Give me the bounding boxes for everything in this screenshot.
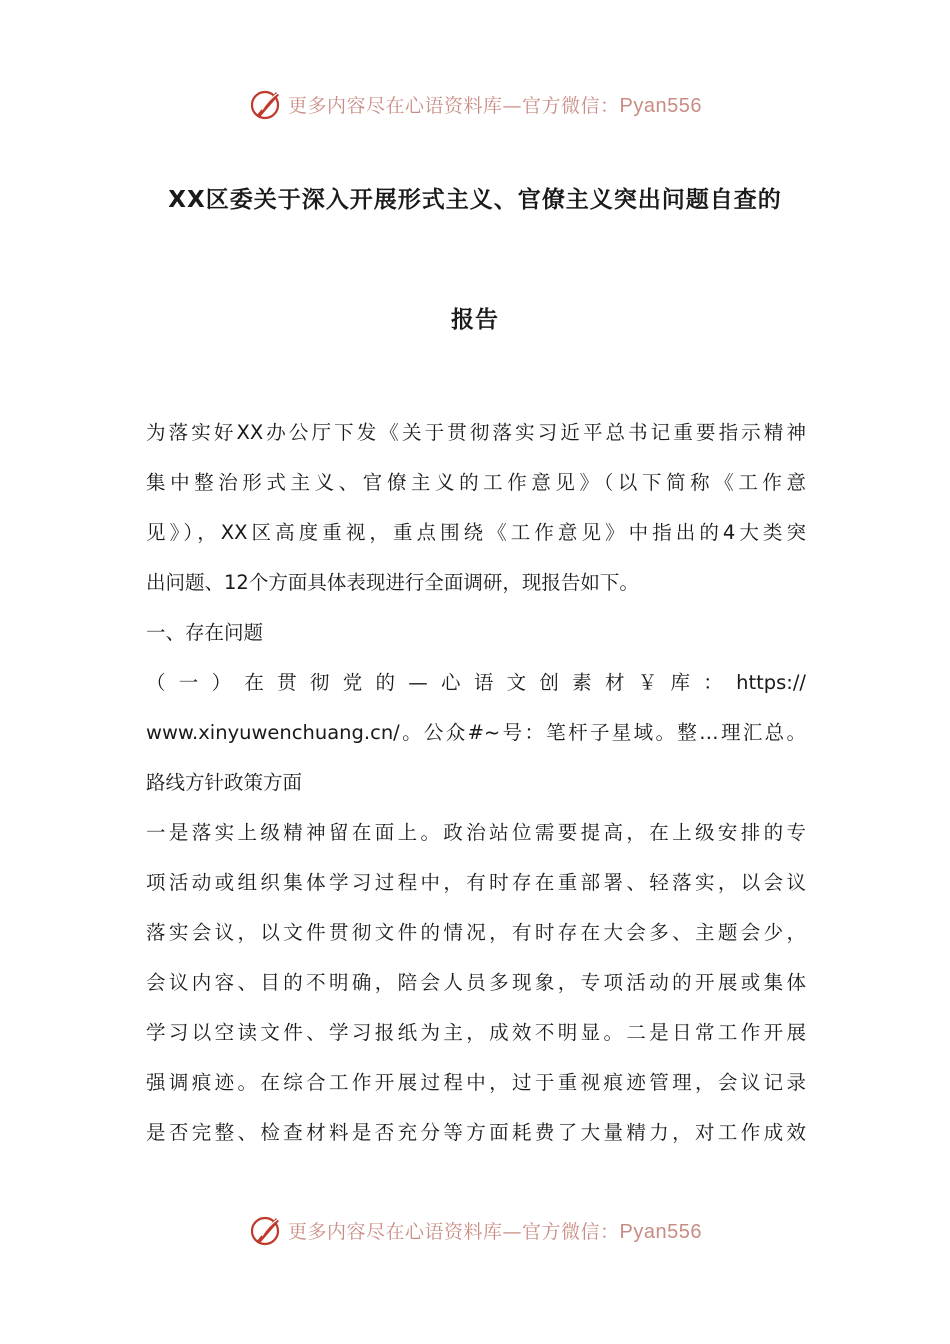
watermark-banner-bottom: [0, 1210, 950, 1250]
body-line: 项活动或组织集体学习过程中，有时存在重部署、轻落实，以会议: [146, 871, 806, 894]
body-line: 学习以空读文件、学习报纸为主，成效不明显。二是日常工作开展: [146, 1021, 806, 1044]
watermark-banner-top: [0, 84, 950, 124]
body-line: 见》），XX区高度重视，重点围绕《工作意见》中指出的4大类突: [146, 521, 806, 544]
body-line: www.xinyuwenchuang.cn/。公众#~号：笔杆子星域。整…理汇总。: [146, 721, 806, 744]
body-line: 落实会议，以文件贯彻文件的情况，有时存在大会多、主题会少，: [146, 921, 806, 944]
body-line: 为落实好XX办公厅下发《关于贯彻落实习近平总书记重要指示精神: [146, 421, 806, 444]
watermark-text: 更多内容尽在心语资料库—官方微信：Pyan556: [288, 1220, 702, 1243]
document-title-line-2: 报告: [451, 307, 499, 333]
body-line: 集中整治形式主义、官僚主义的工作意见》（以下简称《工作意: [146, 471, 806, 494]
quill-logo-icon: [248, 86, 284, 122]
body-line: 是否完整、检查材料是否充分等方面耗费了大量精力，对工作成效: [146, 1121, 806, 1144]
section-heading: 一、存在问题: [146, 621, 264, 644]
body-line: 强调痕迹。在综合工作开展过程中，过于重视痕迹管理，会议记录: [146, 1071, 806, 1094]
document-title-line-1: XX区委关于深入开展形式主义、官僚主义突出问题自查的: [168, 187, 782, 213]
quill-logo-icon: [248, 1212, 284, 1248]
body-line: （一）在贯彻党的—心语文创素材￥库：https://: [146, 671, 806, 694]
body-line: 出问题、12个方面具体表现进行全面调研，现报告如下。: [146, 571, 639, 594]
body-line: 一是落实上级精神留在面上。政治站位需要提高，在上级安排的专: [146, 821, 806, 844]
document-body: [146, 408, 806, 1158]
watermark-text: 更多内容尽在心语资料库—官方微信：Pyan556: [288, 94, 702, 117]
body-line: 路线方针政策方面: [146, 771, 303, 794]
body-line: 会议内容、目的不明确，陪会人员多现象，专项活动的开展或集体: [146, 971, 806, 994]
